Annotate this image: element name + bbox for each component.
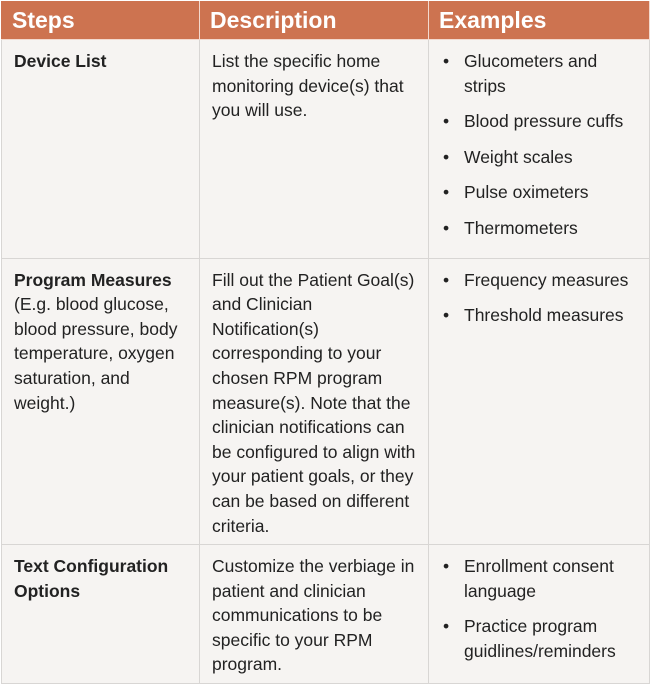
step-title: Device List xyxy=(14,51,107,71)
step-title: Text Configuration Options xyxy=(14,556,169,601)
list-item xyxy=(441,145,639,170)
list-item xyxy=(441,180,639,205)
examples-list xyxy=(441,554,639,663)
bullet-icon: • xyxy=(443,146,450,167)
examples-list xyxy=(441,49,639,241)
bullet-icon: • xyxy=(443,556,450,577)
rpm-steps-table xyxy=(1,1,650,684)
example-text: Frequency measures xyxy=(464,269,629,290)
step-title: Program Measures xyxy=(14,269,172,290)
table-row xyxy=(2,545,650,684)
list-item xyxy=(441,49,639,98)
list-item xyxy=(441,109,639,134)
description-cell: Customize the verbiage in patient and clinician communications to be specific to your RPM program. xyxy=(200,545,429,684)
list-item xyxy=(441,614,639,663)
examples-cell xyxy=(429,40,650,259)
example-text: Thermometers xyxy=(464,217,578,238)
header-description: Description xyxy=(200,1,429,40)
bullet-icon: • xyxy=(443,217,450,238)
step-cell xyxy=(2,40,200,259)
example-text: Practice program guidlines/reminders xyxy=(464,616,616,661)
example-text: Enrollment consent language xyxy=(464,556,614,601)
description-cell: List the specific home monitoring device(s) that you will use. xyxy=(200,40,429,259)
example-text: Blood pressure cuffs xyxy=(464,111,624,132)
bullet-icon: • xyxy=(443,182,450,203)
bullet-icon: • xyxy=(443,305,450,326)
example-text: Weight scales xyxy=(464,146,573,167)
list-item xyxy=(441,268,639,293)
example-text: Threshold measures xyxy=(464,305,624,326)
header-steps: Steps xyxy=(2,1,200,40)
example-text: Glucometers and strips xyxy=(464,51,598,96)
bullet-icon: • xyxy=(443,51,450,71)
bullet-icon: • xyxy=(443,111,450,132)
header-examples: Examples xyxy=(429,1,650,40)
step-note: (E.g. blood glucose, blood pressure, body temperature, oxygen saturation, and weight.) xyxy=(14,294,178,413)
bullet-icon: • xyxy=(443,616,450,637)
step-cell xyxy=(2,258,200,545)
examples-cell xyxy=(429,258,650,545)
list-item xyxy=(441,216,639,241)
list-item xyxy=(441,303,639,328)
description-cell: Fill out the Patient Goal(s) and Clinician Notification(s) corresponding to your chosen RPM program measure(s). Note that the clinician notifications can be configured to align with your patient goals, or they can be based on different criteria. xyxy=(200,258,429,545)
list-item xyxy=(441,554,639,603)
table-row xyxy=(2,40,650,259)
example-text: Pulse oximeters xyxy=(464,182,589,203)
examples-cell xyxy=(429,545,650,684)
examples-list xyxy=(441,268,639,328)
bullet-icon: • xyxy=(443,269,450,290)
header-row xyxy=(2,1,650,40)
step-cell xyxy=(2,545,200,684)
table-row xyxy=(2,258,650,545)
